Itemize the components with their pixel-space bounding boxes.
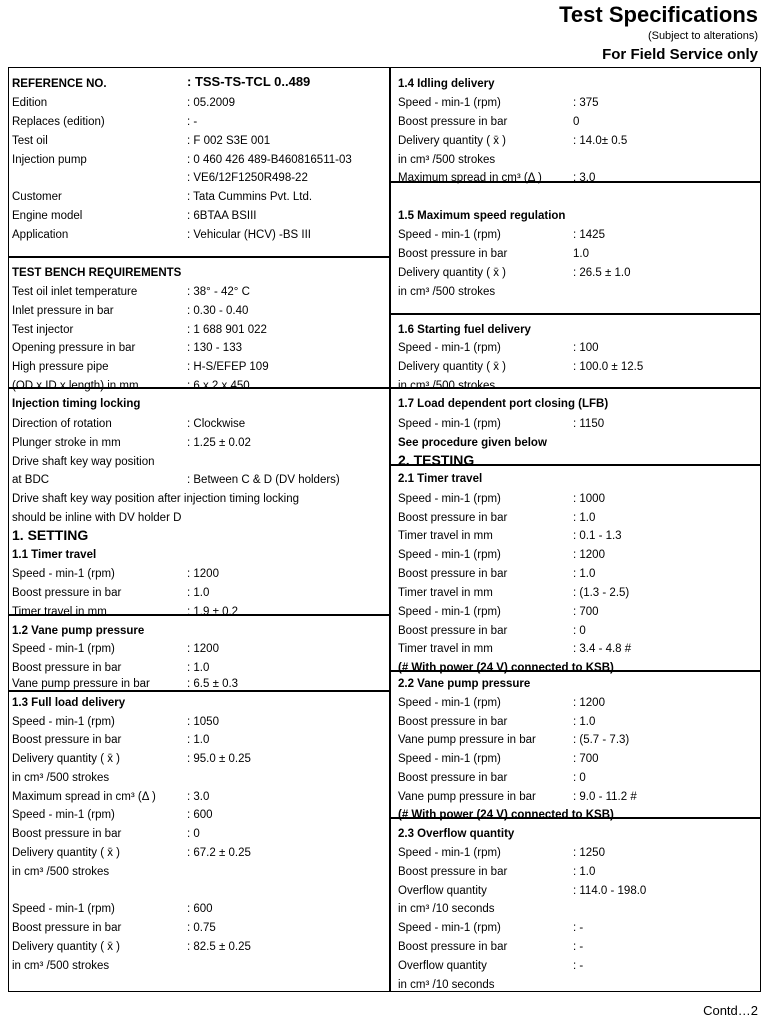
right-row-value: : 1425 [573, 229, 605, 241]
right-row-value: : 26.5 ± 1.0 [573, 267, 631, 279]
right-row-label: (# With power (24 V) connected to KSB) [398, 809, 614, 821]
left-row-value: : Tata Cummins Pvt. Ltd. [187, 191, 313, 203]
left-row-label: Delivery quantity ( x̄ ) [12, 753, 121, 765]
left-row-value: : 0.30 - 0.40 [187, 305, 249, 317]
right-row-value: : 100.0 ± 12.5 [573, 361, 644, 373]
right-row-value: 1.0 [573, 248, 589, 260]
right-row-label: Speed - min-1 (rpm) [398, 342, 501, 354]
document-title: Test Specifications [559, 2, 758, 27]
left-row-label: Boost pressure in bar [12, 828, 122, 840]
right-row-value: : 1200 [573, 697, 605, 709]
right-row-label: Boost pressure in bar [398, 625, 508, 637]
left-row-value: : 1.0 [187, 734, 210, 746]
right-row-value: : 3.4 - 4.8 # [573, 643, 632, 655]
right-row-label: in cm³ /10 seconds [398, 979, 495, 991]
right-row-label: Boost pressure in bar [398, 116, 508, 128]
continued-note: Contd…2 [703, 1003, 758, 1018]
left-row-label: Opening pressure in bar [12, 342, 136, 354]
right-row-label: in cm³ /500 strokes [398, 380, 496, 392]
left-row-value: : H-S/EFEP 109 [187, 361, 269, 373]
right-row-value: : 1.0 [573, 568, 596, 580]
left-row-value: : 600 [187, 903, 213, 915]
left-row-label: Inlet pressure in bar [12, 305, 114, 317]
left-row-value: : - [187, 116, 198, 128]
right-row-value: : 14.0± 0.5 [573, 135, 628, 147]
right-row-value: : 700 [573, 753, 599, 765]
right-row-label: Timer travel in mm [398, 643, 493, 655]
right-row-label: Speed - min-1 (rpm) [398, 97, 501, 109]
right-row-label: Vane pump pressure in bar [398, 791, 536, 803]
right-row-label: Delivery quantity ( x̄ ) [398, 361, 507, 373]
right-row-label: Speed - min-1 (rpm) [398, 606, 501, 618]
left-row-label: Delivery quantity ( x̄ ) [12, 941, 121, 953]
left-row-label: Plunger stroke in mm [12, 437, 121, 449]
right-row-label: Speed - min-1 (rpm) [398, 418, 501, 430]
right-row-value: : 9.0 - 11.2 # [573, 791, 637, 803]
left-row-label: Drive shaft key way position [12, 456, 155, 468]
right-row-label: in cm³ /500 strokes [398, 154, 496, 166]
left-row-label: 1.1 Timer travel [12, 549, 97, 561]
right-row-label: Speed - min-1 (rpm) [398, 697, 501, 709]
left-row-value: : 1.9 ± 0.2 [187, 606, 239, 618]
left-row-label: Speed - min-1 (rpm) [12, 716, 115, 728]
right-row-value: : 1200 [573, 549, 605, 561]
right-row-label: Boost pressure in bar [398, 772, 508, 784]
right-row-label: in cm³ /500 strokes [398, 286, 496, 298]
left-row-value: : 6.5 ± 0.3 [187, 678, 239, 690]
right-row-label: Boost pressure in bar [398, 512, 508, 524]
left-row-value: : Between C & D (DV holders) [187, 474, 340, 486]
right-row-label: 1.6 Starting fuel delivery [398, 324, 531, 336]
left-row-label: should be inline with DV holder D [12, 512, 182, 524]
right-row-label: Delivery quantity ( x̄ ) [398, 267, 507, 279]
left-row-value: : TSS-TS-TCL 0..489 [187, 74, 311, 89]
left-row-label: Speed - min-1 (rpm) [12, 903, 115, 915]
right-row-value: : 700 [573, 606, 599, 618]
right-row-label: Boost pressure in bar [398, 716, 508, 728]
right-row-value: : 114.0 - 198.0 [573, 885, 647, 897]
right-row-label: 1.5 Maximum speed regulation [398, 210, 566, 222]
left-row-value: : 0.75 [187, 922, 216, 934]
right-row-value: : 3.0 [573, 172, 596, 184]
left-row-label: Customer [12, 191, 62, 203]
left-row-value: : 95.0 ± 0.25 [187, 753, 251, 765]
left-row-value: : 38° - 42° C [187, 286, 250, 298]
left-row-label: at BDC [12, 474, 50, 486]
right-row-label: 2.1 Timer travel [398, 473, 483, 485]
left-row-value: : 6 x 2 x 450 [187, 380, 250, 392]
right-row-value: 0 [573, 116, 580, 128]
left-row-label: Boost pressure in bar [12, 922, 122, 934]
right-row-value: : 375 [573, 97, 599, 109]
right-row-value: : 1.0 [573, 512, 596, 524]
right-row-label: Boost pressure in bar [398, 941, 508, 953]
right-row-label: Speed - min-1 (rpm) [398, 493, 501, 505]
right-row-label: Vane pump pressure in bar [398, 734, 536, 746]
left-row-label: TEST BENCH REQUIREMENTS [12, 267, 182, 279]
right-row-label: Timer travel in mm [398, 530, 493, 542]
right-row-label: Timer travel in mm [398, 587, 493, 599]
right-row-value: : 100 [573, 342, 599, 354]
left-row-value: : F 002 S3E 001 [187, 135, 271, 147]
left-row-value: : 05.2009 [187, 97, 235, 109]
left-row-value: : 1.0 [187, 662, 210, 674]
right-row-label: Overflow quantity [398, 960, 487, 972]
left-row-label: Delivery quantity ( x̄ ) [12, 847, 121, 859]
column-divider [389, 67, 391, 992]
left-row-label: Speed - min-1 (rpm) [12, 568, 115, 580]
right-row-value: : - [573, 960, 584, 972]
right-row-label: Boost pressure in bar [398, 248, 508, 260]
left-row-value: : Clockwise [187, 418, 246, 430]
right-row-label: Boost pressure in bar [398, 866, 508, 878]
left-row-label: Drive shaft key way position after injection timing locking [12, 493, 299, 505]
left-row-label: High pressure pipe [12, 361, 109, 373]
right-row-label: Overflow quantity [398, 885, 487, 897]
right-row-label: 1.4 Idling delivery [398, 78, 495, 90]
left-row-value: : 130 - 133 [187, 342, 242, 354]
right-row-value: : 1.0 [573, 716, 596, 728]
right-row-value: : 0.1 - 1.3 [573, 530, 622, 542]
left-row-label: 1.3 Full load delivery [12, 697, 126, 709]
left-row-label: Boost pressure in bar [12, 662, 122, 674]
left-row-value: : 1.25 ± 0.02 [187, 437, 251, 449]
left-row-label: Boost pressure in bar [12, 587, 122, 599]
right-row-label: Delivery quantity ( x̄ ) [398, 135, 507, 147]
left-row-label: Speed - min-1 (rpm) [12, 809, 115, 821]
row-divider [8, 256, 389, 258]
left-row-value: : Vehicular (HCV) -BS III [187, 229, 311, 241]
left-row-label: (OD x ID x length) in mm [12, 380, 139, 392]
right-row-label: Boost pressure in bar [398, 568, 508, 580]
left-row-label: Maximum spread in cm³ (Δ ) [12, 791, 156, 803]
right-row-label: 2.2 Vane pump pressure [398, 678, 531, 690]
right-row-label: 2. TESTING [398, 452, 475, 468]
right-row-label: 1.7 Load dependent port closing (LFB) [398, 398, 609, 410]
right-row-label: in cm³ /10 seconds [398, 903, 495, 915]
left-row-value: : 3.0 [187, 791, 210, 803]
left-row-value: : 1200 [187, 643, 219, 655]
service-note: For Field Service only [602, 46, 758, 63]
left-row-value: : 82.5 ± 0.25 [187, 941, 251, 953]
right-row-label: Maximum spread in cm³ (Δ ) [398, 172, 542, 184]
left-row-label: Engine model [12, 210, 83, 222]
right-row-value: : (5.7 - 7.3) [573, 734, 630, 746]
right-row-label: Speed - min-1 (rpm) [398, 753, 501, 765]
right-row-value: : 0 [573, 625, 586, 637]
right-row-value: : - [573, 922, 584, 934]
left-row-label: Test oil [12, 135, 48, 147]
spec-table-frame [8, 67, 761, 992]
right-row-value: : 0 [573, 772, 586, 784]
left-row-label: Application [12, 229, 69, 241]
left-row-label: Vane pump pressure in bar [12, 678, 150, 690]
left-row-label: Speed - min-1 (rpm) [12, 643, 115, 655]
left-row-value: : 1.0 [187, 587, 210, 599]
right-row-label: See procedure given below [398, 437, 547, 449]
right-row-value: : 1000 [573, 493, 605, 505]
left-row-label: REFERENCE NO. [12, 78, 107, 90]
left-row-value: : 0 460 426 489-B460816511-03 [187, 154, 352, 166]
left-row-label: in cm³ /500 strokes [12, 772, 110, 784]
left-row-value: : VE6/12F1250R498-22 [187, 172, 308, 184]
right-row-label: Speed - min-1 (rpm) [398, 229, 501, 241]
right-row-value: : (1.3 - 2.5) [573, 587, 630, 599]
left-row-value: : 1050 [187, 716, 219, 728]
left-row-label: 1. SETTING [12, 527, 89, 543]
left-row-label: Test oil inlet temperature [12, 286, 138, 298]
left-row-label: Timer travel in mm [12, 606, 107, 618]
right-row-label: Speed - min-1 (rpm) [398, 847, 501, 859]
right-row-value: : 1.0 [573, 866, 596, 878]
left-row-label: in cm³ /500 strokes [12, 866, 110, 878]
left-row-value: : 1 688 901 022 [187, 324, 267, 336]
document-subtitle: (Subject to alterations) [647, 30, 758, 42]
right-row-label: Speed - min-1 (rpm) [398, 922, 501, 934]
left-row-label: Edition [12, 97, 48, 109]
right-row-value: : - [573, 941, 584, 953]
left-row-label: Test injector [12, 324, 74, 336]
left-row-value: : 67.2 ± 0.25 [187, 847, 251, 859]
right-row-label: 2.3 Overflow quantity [398, 828, 515, 840]
right-row-label: Speed - min-1 (rpm) [398, 549, 501, 561]
left-row-label: in cm³ /500 strokes [12, 960, 110, 972]
right-row-label: (# With power (24 V) connected to KSB) [398, 662, 614, 674]
left-row-value: : 600 [187, 809, 213, 821]
left-row-label: Replaces (edition) [12, 116, 105, 128]
left-row-value: : 0 [187, 828, 200, 840]
left-row-label: Injection pump [12, 154, 87, 166]
left-row-label: Injection timing locking [12, 398, 141, 410]
left-row-label: 1.2 Vane pump pressure [12, 625, 145, 637]
left-row-label: Boost pressure in bar [12, 734, 122, 746]
right-row-value: : 1250 [573, 847, 605, 859]
left-row-value: : 1200 [187, 568, 219, 580]
left-row-label: Direction of rotation [12, 418, 112, 430]
left-row-value: : 6BTAA BSIII [187, 210, 257, 222]
row-divider [389, 313, 761, 315]
right-row-value: : 1150 [573, 418, 605, 430]
